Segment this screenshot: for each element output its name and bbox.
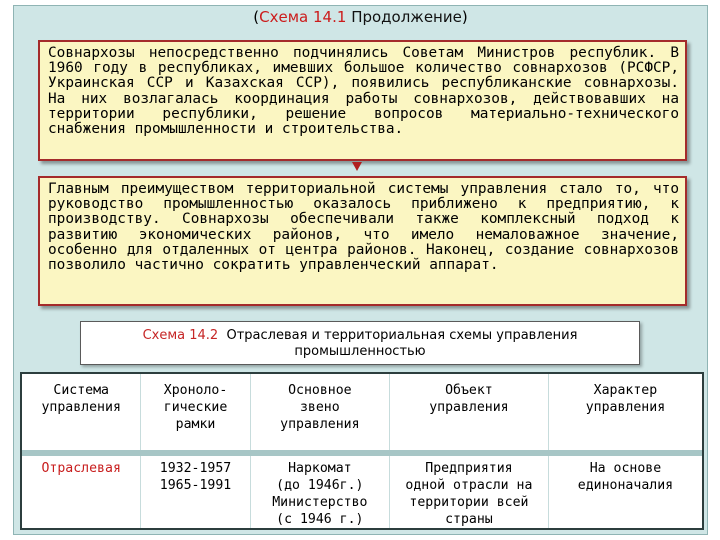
cell-line: одной отрасли на (405, 478, 533, 493)
cell-line: (до 1946г.) (276, 478, 364, 493)
cell-line: Министерство (272, 495, 368, 510)
header-object (390, 374, 549, 450)
title-close-paren: ) (461, 8, 468, 26)
cell-chronology (141, 456, 250, 528)
cell-line: управления (41, 400, 121, 415)
cell-main-unit (251, 456, 390, 528)
caption-text: Отраслевая и территориальная схемы управления промышленностью (226, 328, 578, 359)
title-scheme-number: Схема 14.1 (259, 8, 347, 26)
cell-line: 1932-1957 (159, 461, 232, 476)
cell-system (22, 456, 141, 528)
cell-line: рамки (175, 417, 216, 432)
header-character (549, 374, 702, 450)
cell-line: управления (280, 417, 360, 432)
scheme-caption (80, 321, 640, 365)
cell-line: (с 1946 г.) (276, 512, 364, 527)
management-systems-table (20, 372, 704, 530)
down-arrow-icon (352, 162, 362, 171)
territorial-advantages-box: Главным преимуществом территориальной системы управления стало то, что руководство промышленностью оказалось приближено к предприятию, к производству. Совнархозы обеспечивали также комплексный подход к развитию экономических районов, что имело немаловажное значение, особенно для отдаленных от центра районов. Наконец, создание совнархозов позволило частично сократить управленческий аппарат. (38, 176, 687, 306)
table-row (22, 456, 702, 528)
caption-label: Схема 14.2 (142, 328, 219, 343)
cell-line: управления (585, 400, 666, 415)
cell-character (549, 456, 702, 528)
header-main-unit (251, 374, 390, 450)
cell-line: Основное (288, 383, 352, 398)
cell-line: Система (53, 383, 109, 398)
cell-line: Характер (593, 383, 658, 398)
header-chronology (141, 374, 250, 450)
table-header-row (22, 374, 702, 450)
cell-line: 1965-1991 (159, 478, 232, 493)
cell-line: Объект (445, 383, 493, 398)
cell-line: звено (299, 400, 340, 415)
cell-line: Хроноло- (163, 383, 228, 398)
cell-line: На основе (589, 461, 662, 476)
cell-line: управления (429, 400, 509, 415)
cell-object (390, 456, 549, 528)
cell-line: Отраслевая (41, 461, 121, 476)
cell-line: Наркомат (288, 461, 352, 476)
sovnarkhoz-subordination-box: Совнархозы непосредственно подчинялись Советам Министров республик. В 1960 году в республиках, имевших большое количество совнархозов (РСФСР, Украинская ССР и Казахская ССР), появились республиканские совнархозы. На них возлагалась координация работы совнархозов, действовавших на территории республики, решение вопросов материально-технического снабжения промышленности и строительства. (38, 40, 687, 161)
cell-line: территории всей (409, 495, 529, 510)
cell-line: гические (163, 400, 228, 415)
title-continuation: Продолжение (346, 8, 462, 26)
cell-line: единоначалия (577, 478, 674, 493)
header-system (22, 374, 141, 450)
cell-line: Предприятия (425, 461, 513, 476)
slide-title (13, 8, 708, 26)
title-open-paren: ( (253, 8, 260, 26)
cell-line: страны (445, 512, 493, 527)
